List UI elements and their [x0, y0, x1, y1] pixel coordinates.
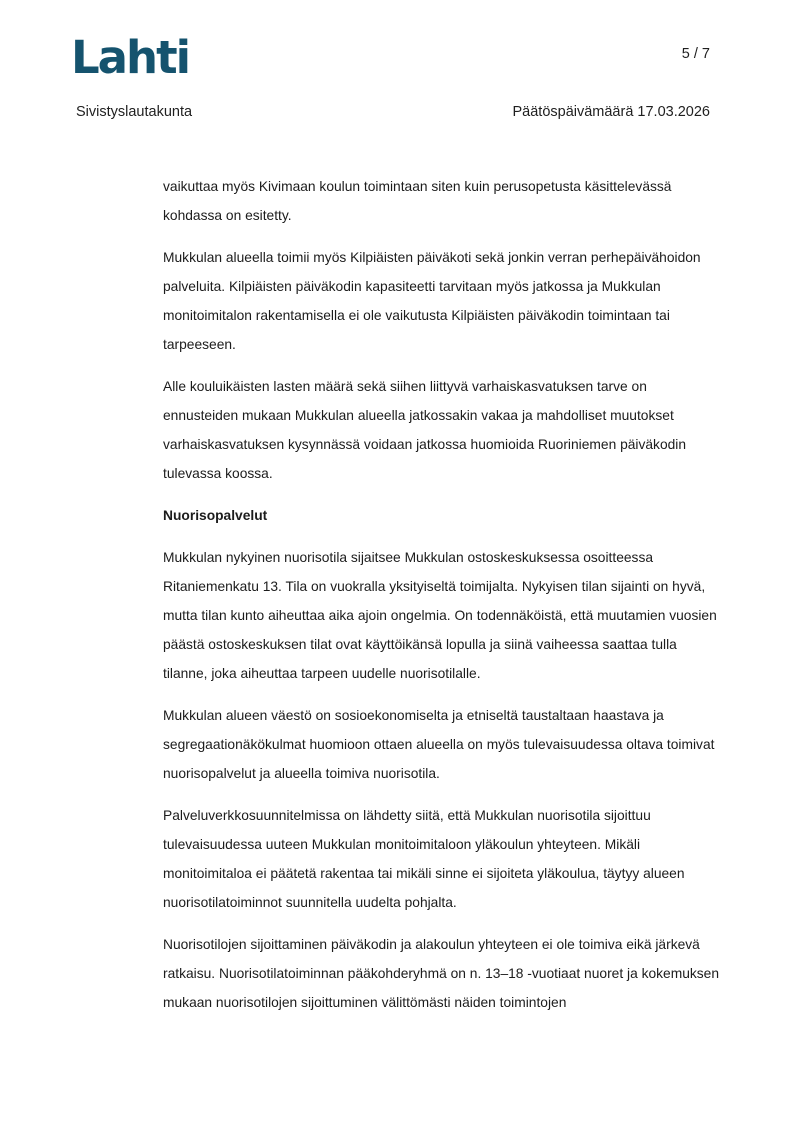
paragraph: Mukkulan nykyinen nuorisotila sijaitsee Mukkulan ostoskeskuksessa osoitteessa Ritaniemenkatu 13. Tila on vuokralla yksityiseltä toimijalta. Nykyisen tilan sijainti on hyvä, mutta tilan kunto aiheuttaa aika ajoin ongelmia. On todennäköistä, että muutamien vuosien päästä ostoskeskuksen tilat ovat käyttöikänsä lopulla ja siinä vaiheessa saattaa tulla tilanne, joka aiheuttaa tarpeen uudelle nuorisotilalle. [163, 550, 717, 681]
paragraph: Mukkulan alueen väestö on sosioekonomiselta ja etniseltä taustaltaan haastava ja segregaationäkökulmat huomioon ottaen alueella on myös tulevaisuudessa oltava toimivat nuorisopalvelut ja alueella toimiva nuorisotila. [163, 708, 715, 781]
section-heading: Nuorisopalvelut [163, 508, 268, 523]
paragraph: Palveluverkkosuunnitelmissa on lähdetty siitä, että Mukkulan nuorisotila sijoittuu tulevaisuudessa uuteen Mukkulan monitoimitaloon yläkoulun yhteyteen. Mikäli monitoimitaloa ei päätetä rakentaa tai mikäli sinne ei sijoiteta yläkoulua, täytyy alueen nuorisotilatoiminnot suunnitella uudelta pohjalta. [163, 808, 685, 910]
decision-date: Päätöspäivämäärä 17.03.2026 [512, 104, 710, 120]
paragraph: Alle kouluikäisten lasten määrä sekä siihen liittyvä varhaiskasvatuksen tarve on ennusteiden mukaan Mukkulan alueella jatkossakin vakaa ja mahdolliset muutokset varhaiskasvatuksen kysynnässä voidaan jatkossa huomioida Ruoriniemen päiväkodin tulevassa koossa. [163, 379, 687, 481]
document-body [163, 172, 720, 1030]
paragraph: vaikuttaa myös Kivimaan koulun toimintaan siten kuin perusopetusta käsittelevässä kohdassa on esitetty. [163, 179, 672, 223]
document-header [76, 104, 710, 120]
page-number: 5 / 7 [681, 46, 710, 62]
paragraph: Nuorisotilojen sijoittaminen päiväkodin ja alakoulun yhteyteen ei ole toimiva eikä järkevä ratkaisu. Nuorisotilatoiminnan pääkohderyhmä on n. 13–18 -vuotiaat nuoret ja kokemuksen mukaan nuorisotilojen sijoittuminen välittömästi näiden toimintojen [163, 937, 720, 1010]
lahti-logo: Lahti [71, 31, 190, 84]
paragraph: Mukkulan alueella toimii myös Kilpiäisten päiväkoti sekä jonkin verran perhepäivähoidon palveluita. Kilpiäisten päiväkodin kapasiteetti tarvitaan myös jatkossa ja Mukkulan monitoimitalon rakentamisella ei ole vaikutusta Kilpiäisten päiväkodin toimintaan tai tarpeeseen. [163, 250, 701, 352]
committee-name: Sivistyslautakunta [76, 104, 193, 120]
